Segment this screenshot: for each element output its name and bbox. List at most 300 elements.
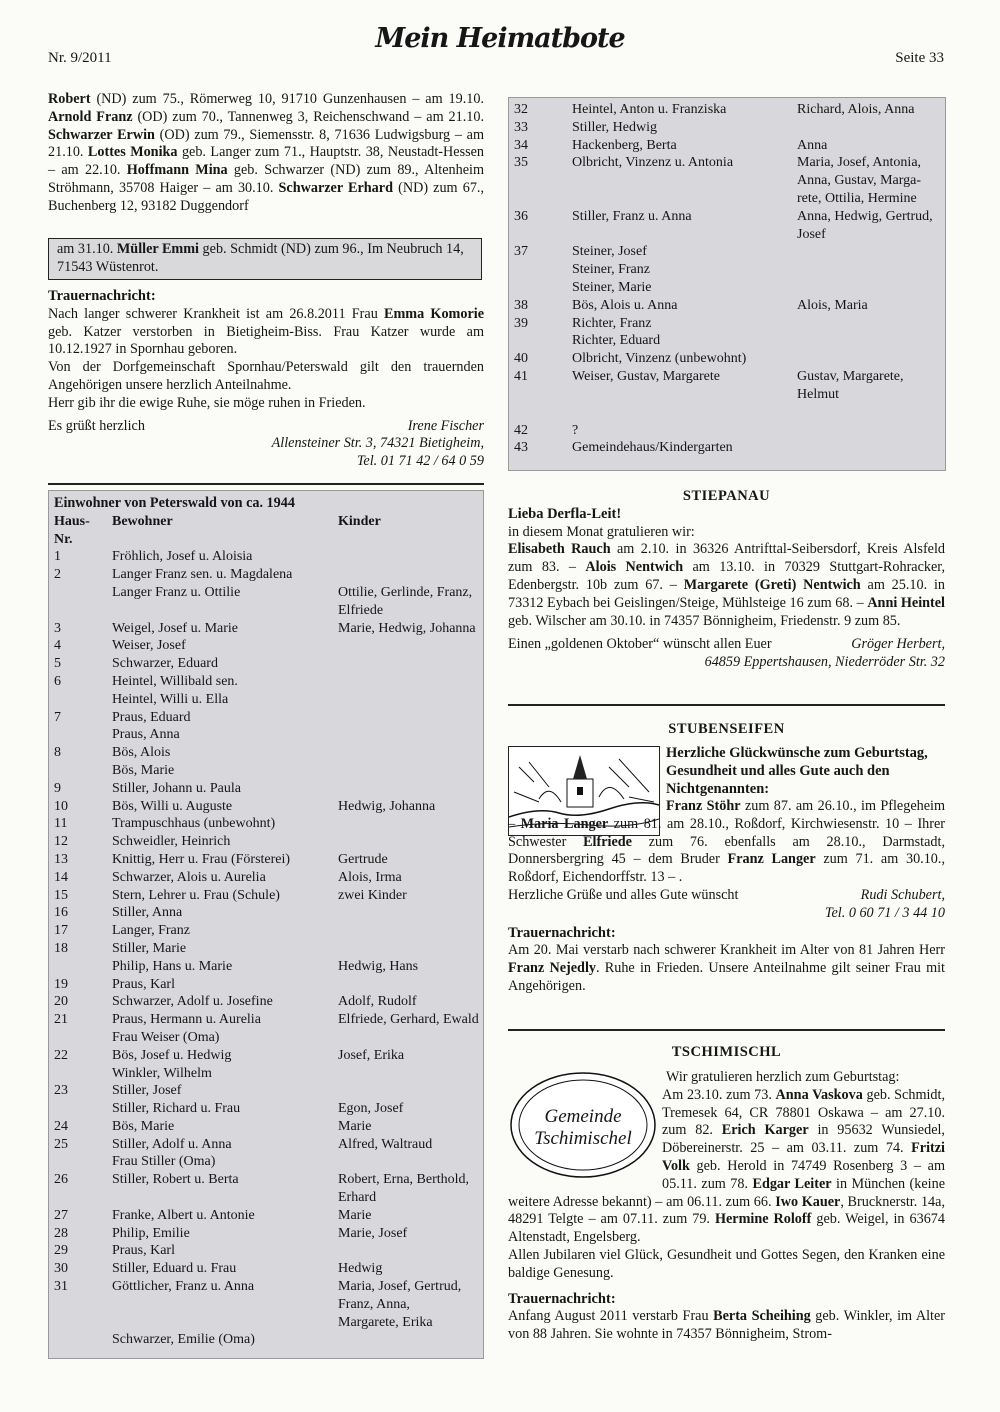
children: zwei Kinder [338, 887, 407, 903]
text-segment: Am 23.10. zum 73. [662, 1086, 776, 1103]
residents-table-box-2 [508, 97, 946, 471]
house-number: 42 [514, 422, 528, 438]
house-number [54, 1331, 112, 1349]
person-name: Alois Nentwich [585, 559, 684, 576]
house-number: 30 [54, 1261, 68, 1277]
birthday-list [508, 798, 945, 887]
children: Marie [338, 1118, 372, 1134]
house-number: 3 [54, 620, 61, 636]
text-segment: am 2.10. in 36326 Antrifttal-Seibersdorf, Kreis Alsfeld zum 83. – [508, 541, 946, 576]
wish: Einen „goldenen Oktober“ wünscht allen Euer [508, 636, 772, 653]
person-name: Fritzi Volk [662, 1140, 945, 1174]
table-row [54, 1065, 482, 1083]
children [338, 833, 482, 851]
signature-tel: Tel. 0 60 71 / 3 44 10 [824, 904, 945, 921]
children [338, 709, 482, 727]
mourning-notice-left [48, 288, 484, 471]
table-row [54, 958, 482, 976]
divider [508, 1029, 945, 1031]
text-segment: Am 20. Mai verstarb nach schwerer Krankheit im Alter von 81 Jahren Herr [508, 942, 945, 959]
section-title-stubenseifen: STUBENSEIFEN [668, 721, 785, 737]
text-segment: geb. Herold in 74749 Rosenberg 3 – am 05.11. zum 78. [662, 1157, 945, 1192]
resident: Bös, Willi u. Auguste [112, 798, 233, 814]
resident: Stiller, Hedwig [572, 119, 657, 135]
wish: Allen Jubilaren viel Glück, Gesundheit und Gottes Segen, den Kranken eine baldige Genesung. [508, 1246, 945, 1281]
children [797, 119, 942, 137]
table-row [54, 1207, 482, 1225]
text-segment: zum 87. am 26.10., im Pflegeheim – [508, 798, 945, 832]
person-name: Anna Vaskova [775, 1086, 863, 1103]
resident: Praus, Karl [112, 1243, 175, 1259]
house-number: 29 [54, 1243, 68, 1259]
table-row [54, 566, 482, 584]
section-stiepanau [508, 488, 945, 672]
section-tschimischl [508, 1069, 945, 1344]
text-segment: zum 81. am 28.10., Roßdorf, Kirchwiesenstr. 10 – Ihrer Schwester [508, 815, 946, 850]
table-row [54, 940, 482, 958]
resident: Stiller, Adolf u. Anna [112, 1136, 232, 1152]
resident: Heintel, Willibald sen. [112, 673, 238, 689]
table-row [54, 709, 482, 727]
children [338, 744, 482, 762]
resident: Franke, Albert u. Antonie [112, 1207, 255, 1223]
resident: Weiser, Josef [112, 638, 186, 654]
issue-number: Nr. 9/2011 [48, 50, 112, 66]
table-row [54, 1029, 482, 1047]
children: Hedwig, Johanna [338, 798, 436, 814]
signature-tel: Tel. 01 71 42 / 64 0 59 [356, 453, 484, 470]
resident: Stiller, Josef [112, 1083, 182, 1099]
section-title-tschimischl: TSCHIMISCHL [671, 1044, 782, 1060]
house-number: 1 [54, 549, 61, 565]
house-number: 11 [54, 816, 68, 832]
table-row [54, 691, 482, 709]
house-number: 5 [54, 656, 61, 672]
person-name: Schwarzer Erwin [48, 126, 155, 143]
text-segment: zum 71. am 30.10., Roßdorf, Eichendorffstr. 13 – . [508, 851, 945, 886]
resident: Schwarzer, Alois u. Aurelia [112, 869, 266, 885]
text-segment: (OD) zum 70., Tannenweg 3, Reichenschwand – am 21.10. [132, 108, 484, 125]
children [338, 1065, 482, 1083]
highlight-box [48, 238, 482, 280]
children [338, 976, 482, 994]
children: Adolf, Rudolf [338, 994, 417, 1010]
resident: Schweidler, Heinrich [112, 834, 231, 850]
table-row [54, 993, 482, 1011]
resident: Bös, Josef u. Hedwig [112, 1047, 232, 1063]
house-number [54, 726, 112, 744]
resident: Praus, Eduard [112, 709, 191, 725]
table-row [54, 833, 482, 851]
children [338, 1242, 482, 1260]
children [338, 655, 482, 673]
text-segment: am 31.10. [57, 241, 117, 257]
children: Hedwig, Hans [338, 958, 419, 974]
resident: Steiner, Josef Steiner, Franz Steiner, Marie [572, 244, 652, 295]
person-name: Franz Langer [727, 851, 816, 868]
person-name: Hoffmann Mina [126, 162, 228, 179]
person-name: Iwo Kauer [775, 1193, 841, 1210]
house-number [54, 584, 112, 620]
house-number: 19 [54, 976, 68, 992]
house-number: 23 [54, 1083, 68, 1099]
resident: Stiller, Richard u. Frau [112, 1101, 241, 1117]
children [338, 1331, 482, 1349]
children [338, 691, 482, 709]
children [797, 404, 942, 440]
children [338, 762, 482, 780]
table-row [54, 1225, 482, 1243]
divider [48, 483, 484, 485]
children [797, 439, 942, 457]
table-row [54, 673, 482, 691]
mourn-text-2: Von der Dorfgemeinschaft Spornhau/Peterswald gilt den trauernden Angehörigen unsere herzlich Anteilnahme. [48, 359, 484, 393]
table-row [54, 1171, 482, 1207]
greeting: Es grüßt herzlich [48, 417, 145, 434]
table-row [514, 137, 942, 155]
col-bewohner: Bewohner [112, 513, 173, 529]
text-segment: (ND) zum 75., Römerweg 10, 91710 Gunzenhausen – am 19.10. [90, 91, 484, 107]
children: Alfred, Waltraud [338, 1136, 433, 1152]
house-number [54, 958, 112, 976]
salutation: Lieba Derfla-Leit! [508, 505, 622, 522]
children: Anna [797, 137, 828, 153]
text-segment: geb. Schmidt, Tremesek 64, CR 78801 Oskawa – am 27.10. zum 82. [662, 1086, 946, 1139]
stamp-line-2: Tschimischel [534, 1128, 632, 1149]
resident: Stern, Lehrer u. Frau (Schule) [112, 887, 280, 903]
text-segment: zum 76. ebenfalls am 28.10., Darmstadt, Donnersbergring 45 – dem Bruder [508, 833, 945, 868]
table-row [54, 1242, 482, 1260]
resident: Gemeindehaus/Kindergarten [572, 440, 733, 456]
resident: Schwarzer, Emilie (Oma) [112, 1332, 255, 1348]
text-segment: Anfang August 2011 verstarb Frau [508, 1308, 714, 1325]
house-number: 18 [54, 940, 68, 956]
resident: Knittig, Herr u. Frau (Försterei) [112, 851, 291, 867]
greeting-heading: Herzliche Glückwünsche zum Geburtstag, Gesundheit und alles Gute auch den Nichtgenannten: [666, 745, 928, 797]
children [797, 315, 942, 351]
person-name: Anni Heintel [867, 594, 945, 611]
resident: Stiller, Franz u. Anna [572, 208, 692, 224]
resident: Heintel, Anton u. Franziska [572, 102, 727, 117]
text-segment: , Brucknerstr. 14a, 48291 Telgte – am 07.11. zum 79. [508, 1193, 945, 1228]
person-name: Arnold Franz [48, 108, 133, 125]
house-number: 39 [514, 315, 528, 331]
house-number: 43 [514, 440, 528, 456]
masthead-logo: Mein Heimatbote [375, 23, 625, 54]
children [797, 350, 942, 368]
children [338, 1082, 482, 1100]
table-row [54, 637, 482, 655]
resident: Schwarzer, Eduard [112, 656, 218, 672]
table-row [514, 101, 942, 119]
person-name: Hermine Roloff [714, 1211, 812, 1228]
resident: Hackenberg, Berta [572, 137, 677, 153]
person-name: Margarete (Greti) Nentwich [683, 576, 861, 593]
house-number [54, 1065, 112, 1083]
table-row [54, 1047, 482, 1065]
table-row [514, 404, 942, 440]
children: Josef, Erika [338, 1047, 405, 1063]
mourn-text [508, 1308, 945, 1344]
table-row [514, 350, 942, 368]
children [338, 904, 482, 922]
signature-name: Gröger Herbert, [851, 636, 945, 653]
resident: Weigel, Josef u. Marie [112, 620, 238, 636]
house-number [54, 1029, 112, 1047]
house-number: 15 [54, 887, 68, 903]
person-name: Maria Langer [520, 815, 609, 832]
house-number: 13 [54, 851, 68, 867]
house-number: 4 [54, 638, 61, 654]
text-segment: geb. Katzer verstorben in Bietigheim-Biss. Frau Katzer wurde am 10.12.1927 in Spornhau geboren. [48, 323, 484, 358]
children: Alois, Maria [797, 297, 868, 313]
table-row [54, 1260, 482, 1278]
table-title: Einwohner von Peterswald von ca. 1944 [54, 495, 295, 511]
stubenseifen-heading [666, 745, 945, 798]
resident: Schwarzer, Adolf u. Josefine [112, 994, 273, 1010]
resident: Bös, Marie [112, 762, 175, 778]
signature-address: Allensteiner Str. 3, 74321 Bietigheim, [271, 435, 484, 452]
children: Marie, Hedwig, Johanna [338, 620, 476, 636]
person-name: Robert [48, 91, 91, 107]
table-row [54, 726, 482, 744]
children: Maria, Josef, Antonia, Anna, Gustav, Marga- rete, Ottilia, Hermine [797, 155, 922, 206]
person-name: Franz Stöhr [666, 798, 741, 814]
resident: Richter, Franz Richter, Eduard [572, 315, 661, 349]
greeting: Herzliche Grüße und alles Gute wünscht [508, 886, 739, 903]
person-name: Elfriede [583, 833, 632, 850]
person-name: Emma Komorie [384, 305, 485, 322]
person-name: Müller Emmi [116, 241, 199, 257]
children: Gertrude [338, 851, 388, 867]
house-number: 16 [54, 905, 68, 921]
text-segment: in 95632 Wunsiedel, Döbereinerstr. 25 – am 03.11. zum 74. [662, 1122, 945, 1157]
resident: Weiser, Gustav, Margarete [572, 368, 720, 384]
mourn-heading: Trauernachricht: [508, 1290, 616, 1307]
text-segment: in München (keine weitere Adresse bekannt) – am 06.11. zum 66. [508, 1175, 945, 1210]
table-row [514, 297, 942, 315]
table-row [54, 1100, 482, 1118]
intro: in diesem Monat gratulieren wir: [508, 523, 695, 540]
children [338, 940, 482, 958]
children [338, 566, 482, 584]
text-segment: am 13.10. in 70329 Stuttgart-Rohracker, Edenbergstr. 10b zum 67. – [508, 559, 945, 593]
children [338, 922, 482, 940]
text-segment: (OD) zum 79., Siemensstr. 8, 71636 Ludwigsburg – am 21.10. [48, 126, 484, 161]
mourn-heading: Trauernachricht: [48, 288, 156, 304]
resident: Langer Franz sen. u. Magdalena [112, 567, 293, 583]
table-row [514, 439, 942, 457]
children [338, 1029, 482, 1047]
mourn-text [48, 306, 484, 359]
house-number: 10 [54, 798, 68, 814]
person-name: Lottes Monika [87, 144, 178, 161]
house-number: 14 [54, 869, 68, 885]
table-row [514, 243, 942, 296]
house-number: 22 [54, 1047, 68, 1063]
table-row [514, 119, 942, 137]
table-row [514, 208, 942, 244]
house-number: 32 [514, 102, 528, 117]
house-number [54, 762, 112, 780]
house-number: 28 [54, 1225, 68, 1241]
table-row [54, 620, 482, 638]
birthday-list [508, 1087, 945, 1247]
resident: Winkler, Wilhelm [112, 1065, 212, 1081]
person-name: Erich Karger [721, 1122, 809, 1139]
children: Egon, Josef [338, 1101, 404, 1117]
children: Richard, Alois, Anna [797, 102, 915, 117]
left-column-top [48, 91, 484, 216]
resident: Frau Weiser (Oma) [112, 1029, 220, 1045]
resident: Stiller, Marie [112, 940, 187, 956]
text-segment: geb. Weigel, in 63674 Altenstadt, Engelsberg. [508, 1211, 945, 1246]
resident: Olbricht, Vinzenz u. Antonia [572, 155, 734, 171]
section-title: STIEPANAU [682, 488, 771, 504]
resident: Praus, Hermann u. Aurelia [112, 1012, 261, 1028]
house-number: 20 [54, 994, 68, 1010]
table-row [54, 1153, 482, 1171]
resident: Bös, Alois u. Anna [572, 297, 678, 313]
children [338, 673, 482, 691]
children: Alois, Irma [338, 869, 402, 885]
table-row [54, 851, 482, 869]
text-segment: Nach langer schwerer Krankheit ist am 26.8.2011 Frau [48, 305, 385, 322]
page-number: Seite 33 [895, 50, 944, 66]
house-number: 24 [54, 1118, 68, 1134]
person-name: Schwarzer Erhard [278, 179, 393, 196]
resident: Frau Stiller (Oma) [112, 1154, 216, 1170]
text-segment: geb. Schmidt (ND) zum 96., Im Neubruch 14, 71543 Wüstenrot. [57, 241, 464, 275]
house-number: 31 [54, 1279, 68, 1295]
table-row [54, 744, 482, 762]
person-name: Franz Nejedly [508, 960, 596, 977]
children: Hedwig [338, 1261, 383, 1277]
resident: Stiller, Eduard u. Frau [112, 1261, 237, 1277]
text-segment: geb. Langer zum 71., Hauptstr. 38, Neustadt-Hessen – am 22.10. [48, 144, 485, 179]
house-number: 6 [54, 673, 61, 689]
house-number: 41 [514, 368, 528, 384]
birthday-list [48, 91, 484, 216]
children: Gustav, Margarete, Helmut [797, 368, 904, 402]
birthday-list [508, 541, 945, 630]
highlight-text [57, 241, 481, 277]
resident: Langer, Franz [112, 923, 190, 939]
children [338, 726, 482, 744]
children: Robert, Erna, Berthold, Erhard [338, 1172, 470, 1206]
house-number: 36 [514, 208, 528, 224]
children [338, 780, 482, 798]
house-number: 34 [514, 137, 528, 153]
table-row [514, 368, 942, 404]
table-row [54, 922, 482, 940]
resident: Philip, Emilie [112, 1225, 190, 1241]
house-number: 21 [54, 1012, 68, 1028]
table-row [54, 887, 482, 905]
table-row [514, 154, 942, 207]
house-number: 7 [54, 709, 61, 725]
text-segment: (ND) zum 67., Buchenberg 12, 93182 Duggendorf [48, 179, 485, 214]
table-row [54, 1118, 482, 1136]
section-stubenseifen [508, 798, 945, 996]
table-row [54, 762, 482, 780]
table-row [54, 869, 482, 887]
table-row [54, 1082, 482, 1100]
col-nr: Haus- Nr. [54, 513, 90, 547]
children [338, 1153, 482, 1171]
house-number: 38 [514, 297, 528, 313]
children [338, 637, 482, 655]
house-number: 9 [54, 780, 61, 796]
table-row [54, 584, 482, 620]
stamp-line-1: Gemeinde [544, 1106, 622, 1127]
mourn-text-3: Herr gib ihr die ewige Ruhe, sie möge ruhen in Frieden. [48, 394, 366, 411]
person-name: Edgar Leiter [752, 1175, 832, 1192]
resident: Göttlicher, Franz u. Anna [112, 1279, 255, 1295]
resident: Fröhlich, Josef u. Aloisia [112, 549, 253, 565]
house-number: 2 [54, 567, 61, 583]
resident: Bös, Alois [112, 745, 171, 761]
children [338, 548, 482, 566]
signature-address: 64859 Eppertshausen, Niederröder Str. 32 [704, 654, 945, 671]
table-row [54, 1011, 482, 1029]
text-segment: geb. Winkler, im Alter von 88 Jahren. Sie wohnte in 74357 Bönnigheim, Strom- [508, 1308, 945, 1343]
signature-name: Irene Fischer [407, 417, 484, 434]
house-number: 33 [514, 119, 528, 135]
house-number: 26 [54, 1172, 68, 1188]
children [797, 243, 942, 296]
residents-table-left [54, 513, 482, 1349]
text-segment: am 25.10. in 73312 Eybach bei Geislingen/Steige, Mühlsteige 16 zum 68. – [508, 576, 946, 611]
table-row [54, 904, 482, 922]
resident: Praus, Anna [112, 727, 180, 743]
resident: Praus, Karl [112, 976, 175, 992]
table-row [54, 780, 482, 798]
residents-table-box [48, 490, 484, 1359]
intro: Wir gratulieren herzlich zum Geburtstag: [666, 1069, 900, 1085]
house-number: 25 [54, 1136, 68, 1152]
house-number: 17 [54, 923, 68, 939]
table-row [54, 815, 482, 833]
text-segment: geb. Wilscher am 30.10. in 74357 Bönnigheim, Friedenstr. 9 zum 85. [508, 612, 901, 629]
table-row [514, 315, 942, 351]
house-number: 37 [514, 244, 528, 260]
house-number: 27 [54, 1207, 68, 1223]
table-row [54, 655, 482, 673]
text-segment: . Ruhe in Frieden. Unsere Anteilnahme gilt seiner Frau mit Angehörigen. [508, 960, 945, 994]
mourn-heading: Trauernachricht: [508, 924, 616, 941]
house-number: 40 [514, 351, 528, 367]
table-row [54, 1136, 482, 1154]
resident: Stiller, Johann u. Paula [112, 780, 241, 796]
children: Ottilie, Gerlinde, Franz, Elfriede [338, 584, 473, 618]
children: Maria, Josef, Gertrud, Franz, Anna, Margarete, Erika [338, 1279, 462, 1330]
children: Elfriede, Gerhard, Ewald [338, 1012, 479, 1028]
resident: Heintel, Willi u. Ella [112, 691, 229, 707]
children: Marie, Josef [338, 1225, 408, 1241]
house-number: 35 [514, 155, 528, 171]
divider [508, 704, 945, 706]
house-number [54, 691, 112, 709]
house-number [54, 1153, 112, 1171]
resident: Trampuschhaus (unbewohnt) [112, 816, 276, 832]
resident: Bös, Marie [112, 1118, 175, 1134]
table-row [54, 976, 482, 994]
table-row [54, 1331, 482, 1349]
resident: Olbricht, Vinzenz (unbewohnt) [572, 351, 747, 367]
person-name: Berta Scheihing [713, 1308, 811, 1325]
resident: Stiller, Robert u. Berta [112, 1172, 239, 1188]
